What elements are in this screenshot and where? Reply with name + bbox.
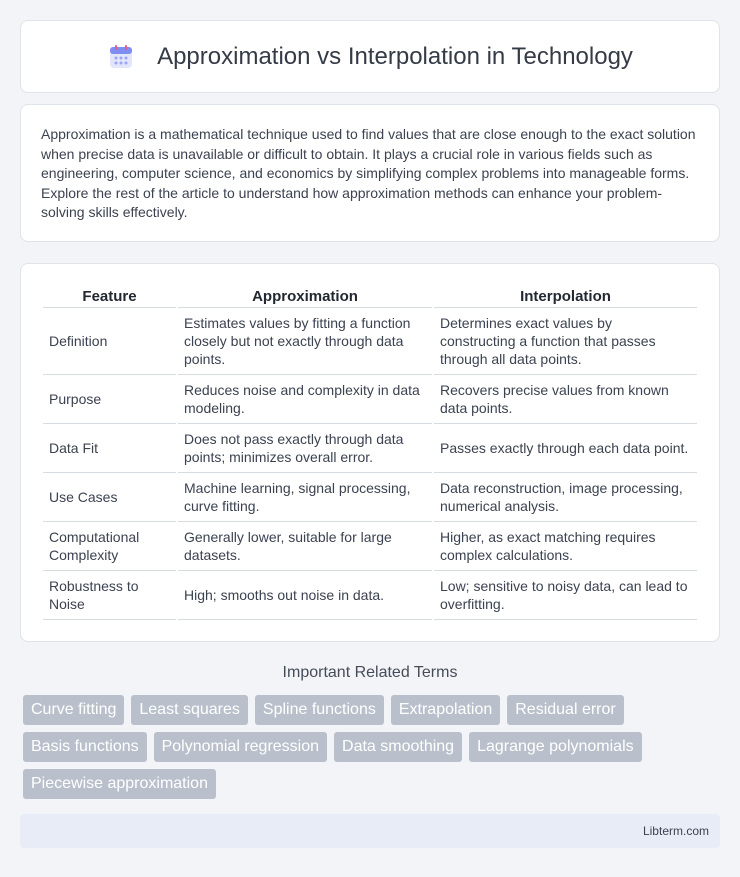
comparison-table xyxy=(41,285,699,620)
related-terms-heading: Important Related Terms xyxy=(282,664,458,681)
related-term-tag[interactable]: Curve fitting xyxy=(23,695,124,725)
intro-paragraph: Approximation is a mathematical technique used to find values that are close enough to the exact solution when precise data is unavailable or difficult to obtain. It plays a crucial role in various fields such as engineering, computer science, and economics by simplifying complex problems into manageable forms. Explore the rest of the article to understand how approximation methods can enhance your problem-solving skills effectively. xyxy=(41,126,696,221)
related-term-tag[interactable]: Residual error xyxy=(507,695,623,725)
table-cell-feature: Computational Complexity xyxy=(43,522,176,571)
table-row xyxy=(43,375,697,424)
table-cell-approximation: Reduces noise and complexity in data modeling. xyxy=(178,375,432,424)
table-cell-feature: Definition xyxy=(43,308,176,375)
related-term-tag[interactable]: Piecewise approximation xyxy=(23,769,216,799)
table-row xyxy=(43,308,697,375)
table-cell-approximation: High; smooths out noise in data. xyxy=(178,571,432,620)
table-cell-approximation: Machine learning, signal processing, curve fitting. xyxy=(178,473,432,522)
table-cell-interpolation: Determines exact values by constructing a function that passes through all data points. xyxy=(434,308,697,375)
related-term-tag[interactable]: Extrapolation xyxy=(391,695,500,725)
table-cell-feature: Data Fit xyxy=(43,424,176,473)
related-term-tag[interactable]: Least squares xyxy=(131,695,248,725)
page-title: Approximation vs Interpolation in Technology xyxy=(157,42,633,70)
footer-site-link[interactable]: Libterm.com xyxy=(642,824,709,838)
table-cell-interpolation: Higher, as exact matching requires complex calculations. xyxy=(434,522,697,571)
table-cell-feature: Robustness to Noise xyxy=(43,571,176,620)
table-cell-approximation: Estimates values by fitting a function closely but not exactly through data points. xyxy=(178,308,432,375)
related-term-tag[interactable]: Polynomial regression xyxy=(154,732,327,762)
table-header-row xyxy=(43,285,697,308)
table-cell-feature: Use Cases xyxy=(43,473,176,522)
intro-card xyxy=(20,104,720,242)
related-term-tag[interactable]: Data smoothing xyxy=(334,732,462,762)
title-card xyxy=(20,20,720,93)
table-cell-interpolation: Low; sensitive to noisy data, can lead to overfitting. xyxy=(434,571,697,620)
table-row xyxy=(43,473,697,522)
table-cell-interpolation: Recovers precise values from known data points. xyxy=(434,375,697,424)
column-header-approximation: Approximation xyxy=(178,285,432,308)
table-row xyxy=(43,424,697,473)
table-row xyxy=(43,571,697,620)
table-cell-feature: Purpose xyxy=(43,375,176,424)
related-terms-list xyxy=(20,695,720,799)
footer xyxy=(20,814,720,848)
related-term-tag[interactable]: Lagrange polynomials xyxy=(469,732,642,762)
table-cell-interpolation: Data reconstruction, image processing, numerical analysis. xyxy=(434,473,697,522)
column-header-feature: Feature xyxy=(43,285,176,308)
table-cell-interpolation: Passes exactly through each data point. xyxy=(434,424,697,473)
table-row xyxy=(43,522,697,571)
table-cell-approximation: Does not pass exactly through data points; minimizes overall error. xyxy=(178,424,432,473)
table-cell-approximation: Generally lower, suitable for large datasets. xyxy=(178,522,432,571)
related-term-tag[interactable]: Basis functions xyxy=(23,732,147,762)
comparison-table-card xyxy=(20,263,720,642)
calendar-icon xyxy=(107,43,135,71)
related-term-tag[interactable]: Spline functions xyxy=(255,695,384,725)
column-header-interpolation: Interpolation xyxy=(434,285,697,308)
